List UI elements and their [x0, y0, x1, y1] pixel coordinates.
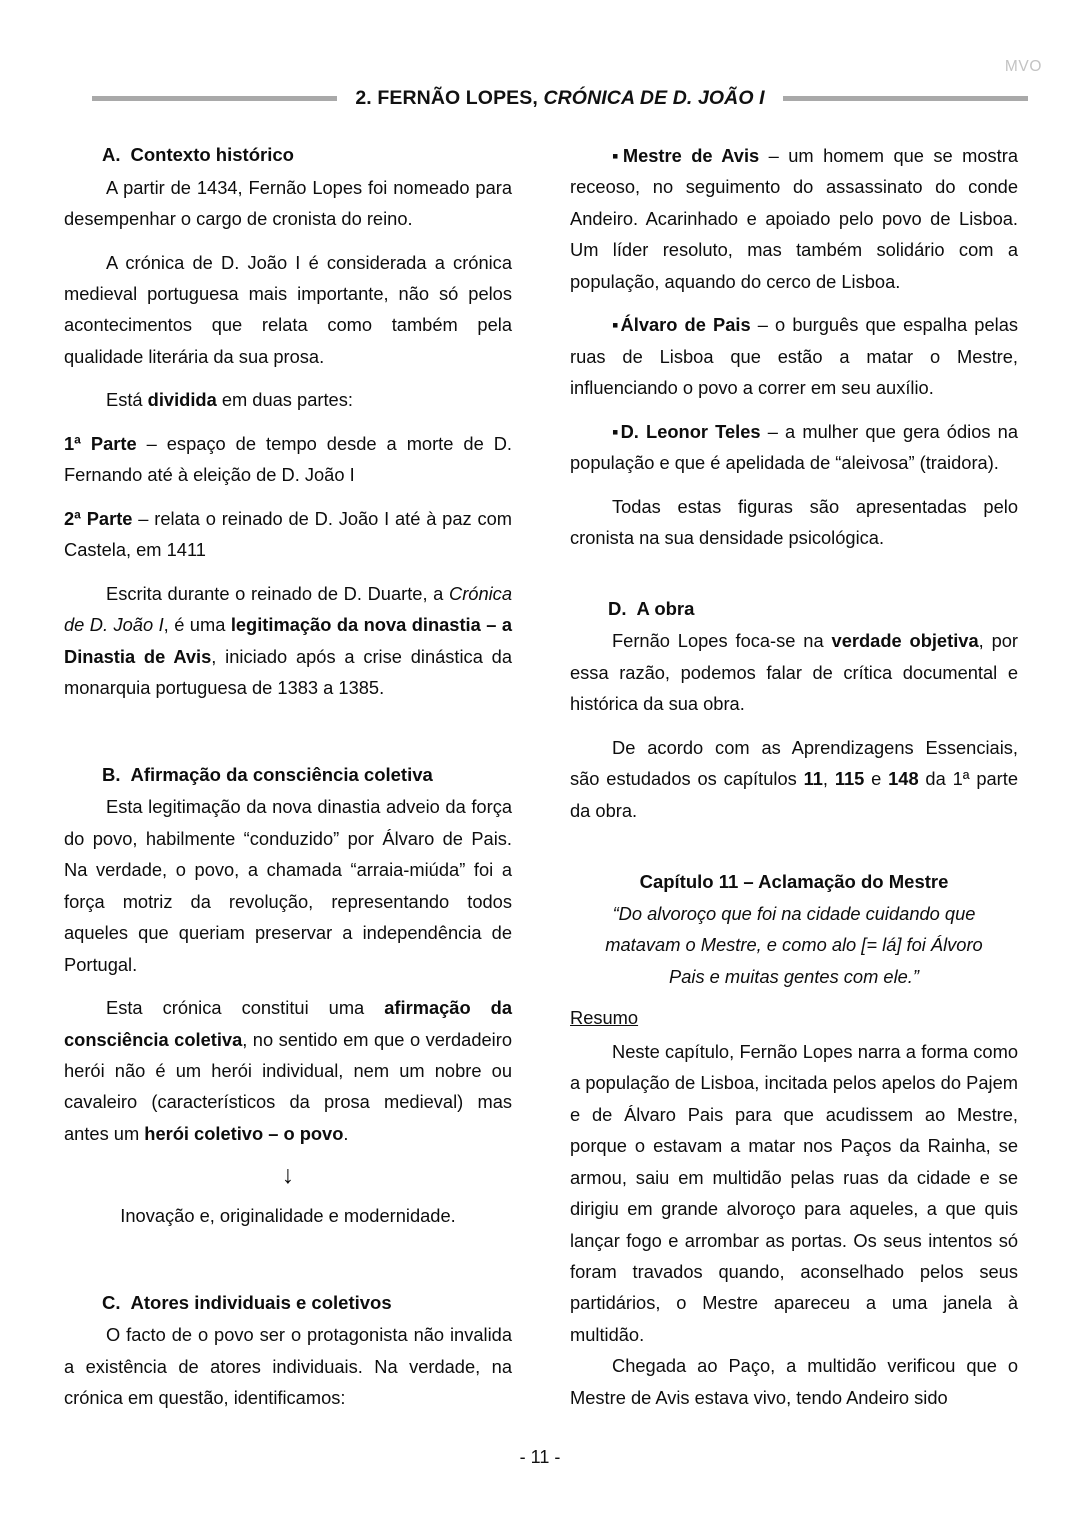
d2-sep-1: ,: [822, 768, 835, 790]
d2-part-d: da 1ª parte da obra.: [570, 768, 1018, 821]
header-band: [92, 82, 1028, 114]
heading-a-contexto-historico: [64, 140, 512, 170]
heading-d-a-obra: [570, 594, 1018, 624]
page-footer: [0, 1447, 1080, 1468]
parte2-label: 2ª Parte: [64, 507, 133, 529]
bullet-2-text: – a mulher que gera ódios na população e que é apelidada de “aleivosa” (traidora).: [570, 420, 1019, 474]
header-watermark: MVO: [1004, 58, 1042, 75]
bullet-2-term: D. Leonor Teles: [620, 420, 761, 442]
page-number: - 11 -: [519, 1447, 561, 1467]
parte2-text: – relata o reinado de D. João I até à paz com Castela, em 1411: [64, 507, 512, 561]
a3-post: em duas partes:: [216, 389, 353, 411]
d2-chapter-115: 115: [834, 768, 865, 790]
b2-bold-2: herói coletivo – o povo: [144, 1122, 344, 1144]
paragraph-a1: A partir de 1434, Fernão Lopes foi nomeado para desempenhar o cargo de cronista do reino.: [64, 176, 512, 230]
heading-a-text: Contexto histórico: [130, 144, 294, 165]
header-rule-left: [92, 96, 337, 101]
heading-d-text: A obra: [636, 597, 695, 619]
b2-part-a: Esta crónica constitui uma: [106, 997, 385, 1019]
square-bullet-icon: ▪: [612, 145, 623, 166]
heading-c-text: Atores individuais e coletivos: [130, 1291, 392, 1313]
quote-line-3: Pais e muitas gentes com ele.”: [669, 965, 919, 987]
b2-part-c: .: [343, 1122, 349, 1144]
two-column-body: [64, 140, 1019, 1409]
paragraph-figuras-psicologicas: Todas estas figuras são apresentadas pelo cronista na sua densidade psicológica.: [570, 495, 1018, 549]
page-title-italic: CRÓNICA DE D. JOÃO I: [543, 86, 765, 109]
quote-line-1: “Do alvoroço que foi na cidade cuidando que: [612, 902, 976, 924]
heading-a-letter: A.: [102, 144, 121, 165]
paragraph-a2: A crónica de D. João I é considerada a crónica medieval portuguesa mais importante, não só pelos acontecimentos que relata como também pela qualidade literária da sua prosa.: [64, 251, 512, 367]
left-column: [64, 140, 513, 1409]
paragraph-c1: O facto de o povo ser o protagonista não invalida a existência de atores individuais. Na verdade, na crónica em questão, identificamos:: [64, 1324, 512, 1409]
resumo-label: [570, 1002, 1018, 1033]
paragraph-a4-escrita: [64, 578, 512, 704]
heading-b-text: Afirmação da consciência coletiva: [130, 763, 433, 785]
chapter-title: Capítulo 11 – Aclamação do Mestre: [639, 871, 949, 893]
b2-bold-1: afirmação da consciência coletiva: [64, 997, 512, 1050]
a4-part-a: Escrita durante o reinado de D. Duarte, a: [106, 582, 449, 604]
paragraph-resumo-2: Chegada ao Paço, a multidão verificou que o Mestre de Avis estava vivo, tendo Andeiro sido: [570, 1355, 1018, 1408]
parte1-label: 1ª Parte: [64, 432, 137, 454]
bullet-item-mestre-de-avis: [570, 140, 1018, 297]
heading-d-letter: D.: [608, 597, 627, 619]
d2-part-a: De acordo com as Aprendizagens Essenciais, são estudados os capítulos: [570, 736, 1018, 790]
paragraph-d1: [570, 625, 1018, 719]
paragraph-b2: [64, 992, 512, 1149]
d1-bold: verdade objetiva: [831, 630, 979, 652]
bullet-item-alvaro-de-pais: [570, 309, 1018, 403]
a3-pre: Está: [106, 389, 148, 411]
paragraph-a3-dividida: [64, 384, 512, 415]
parte1-text: – espaço de tempo desde a morte de D. Fernando até à eleição de D. João I: [64, 432, 512, 486]
d2-sep-2: e: [864, 768, 889, 790]
a4-part-c: , iniciado após a crise dinástica da monarquia portuguesa de 1383 a 1385.: [64, 645, 512, 699]
paragraph-resumo-1: Neste capítulo, Fernão Lopes narra a forma como a população de Lisboa, incitada pelos apelos do Pajem e de Álvaro Pais para que acudissem ao Mestre, porque o estavam a matar nos Paços da Rainha, se armou, saiu em multidão pelas ruas da cidade e se dirigiu em grande alvoroço para aqueles, a que quis lançar fogo e arrombar as portas. Os seus intentos só foram travados quando, aconselhado pelos seus partidários, o Mestre apareceu a uma janela à multidão.: [570, 1040, 1018, 1345]
square-bullet-icon: ▪: [612, 314, 621, 336]
bullet-item-d-leonor-teles: [570, 416, 1018, 479]
d2-chapter-148: 148: [888, 768, 919, 790]
down-arrow-icon: ↓: [281, 1161, 295, 1190]
heading-b-letter: B.: [102, 763, 121, 785]
paragraph-b-conclusion: Inovação e, originalidade e modernidade.: [120, 1205, 456, 1227]
right-column: [570, 140, 1019, 1408]
page-title-plain: 2. FERNÃO LOPES,: [355, 86, 544, 109]
page-title: [355, 87, 764, 110]
a4-part-b: , é uma: [163, 614, 231, 636]
heading-b-afirmacao: [64, 760, 512, 790]
a4-bold: legitimação da nova dinastia – a Dinastia de Avis: [64, 614, 513, 667]
paragraph-parte-1: [64, 428, 512, 491]
bullet-1-text: – o burguês que espalha pelas ruas de Lisboa que estão a matar o Mestre, influenciando o povo a correr em seu auxílio.: [570, 314, 1019, 399]
a4-italic-title: Crónica de D. João I: [64, 582, 512, 636]
resumo-label-text: Resumo: [570, 1007, 639, 1029]
a3-bold: dividida: [147, 389, 217, 411]
d2-chapter-11: 11: [803, 768, 823, 790]
d1-part-b: , por essa razão, podemos falar de crítica documental e histórica da sua obra.: [570, 630, 1018, 715]
paragraph-b1: Esta legitimação da nova dinastia adveio da força do povo, habilmente “conduzido” por Álvaro de Pais. Na verdade, o povo, a chamada “arraia-miúda” foi a força motriz da revolução, representando todos aqueles que queriam preservar a independência de Portugal.: [64, 796, 512, 975]
paragraph-d2-aprendizagens: [570, 732, 1018, 826]
bullet-0-text: – um homem que se mostra receoso, no seguimento do assassinato do conde Andeiro. Acarinhado e apoiado pelo povo de Lisboa. Um líder resoluto, mas também solidário com a população, aquando do cerco de Lisboa.: [570, 145, 1019, 292]
heading-c-atores: [64, 1288, 512, 1318]
bullet-0-term: Mestre de Avis: [622, 145, 760, 166]
d1-part-a: Fernão Lopes foca-se na: [612, 630, 832, 652]
chapter-quote: [570, 898, 1018, 992]
paragraph-parte-2: [64, 503, 512, 566]
header-rule-right: [783, 96, 1028, 101]
square-bullet-icon: ▪: [612, 420, 621, 442]
bullet-1-term: Álvaro de Pais: [620, 314, 751, 336]
b2-part-b: , no sentido em que o verdadeiro herói não é um herói individual, nem um nobre ou cavaleiro (característicos da prosa medieval) mas antes um: [64, 1028, 512, 1144]
heading-c-letter: C.: [102, 1291, 121, 1313]
quote-line-2: matavam o Mestre, e como alo [= lá] foi Álvoro: [605, 934, 983, 956]
